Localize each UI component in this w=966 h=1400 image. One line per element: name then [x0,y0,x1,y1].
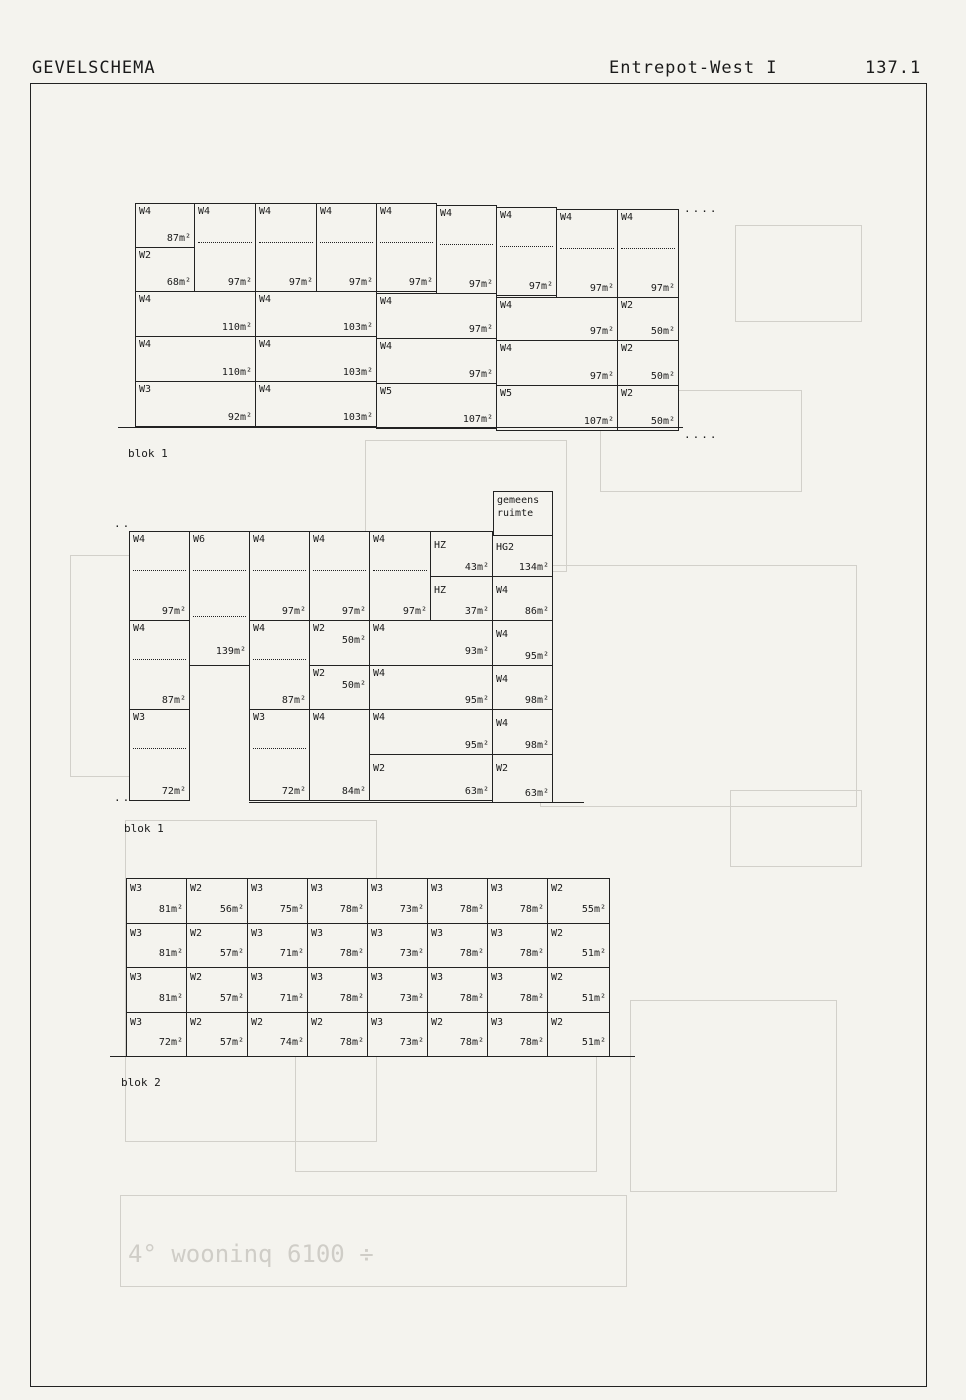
unit-type: W4 [133,534,146,545]
unit-area: 93m² [464,646,489,657]
unit-type: W3 [311,972,324,983]
unit-type: W4 [259,294,272,305]
unit-cell [427,1012,488,1057]
unit-type: W4 [139,206,152,217]
unit-type: W2 [551,883,564,894]
floor-divider [440,244,493,245]
unit-area: 97m² [227,277,252,288]
unit-area: 51m² [581,993,606,1004]
unit-type: gemeens ruimte [497,495,540,519]
unit-type: W3 [130,928,143,939]
unit-type: W2 [551,928,564,939]
unit-type: W2 [190,972,203,983]
unit-area: 97m² [402,606,427,617]
unit-type: W3 [371,972,384,983]
unit-area: 57m² [219,1037,244,1048]
unit-cell [487,1012,548,1057]
unit-type: W6 [193,534,206,545]
unit-type: W3 [251,883,264,894]
unit-cell [309,531,370,621]
unit-cell [249,709,310,801]
unit-type: W3 [311,883,324,894]
unit-cell [255,291,377,337]
ground-line [249,802,584,803]
unit-cell [436,205,497,294]
unit-cell [247,878,308,924]
unit-cell [487,967,548,1013]
unit-cell [369,754,493,801]
unit-area: 81m² [158,948,183,959]
unit-type: W5 [500,388,513,399]
unit-cell [307,878,368,924]
unit-area: 110m² [221,322,252,333]
unit-area: 78m² [459,948,484,959]
unit-type: W3 [251,972,264,983]
unit-area: 97m² [650,283,675,294]
unit-type: W2 [190,883,203,894]
floor-divider [500,246,553,247]
unit-type: W4 [313,712,326,723]
unit-type: W4 [253,623,266,634]
unit-cell [135,291,256,337]
unit-cell [376,338,497,384]
unit-area: 78m² [519,904,544,915]
floor-divider [320,242,373,243]
unit-cell [547,967,610,1013]
unit-area: 63m² [524,788,549,799]
unit-cell [492,754,553,803]
page-number: 137.1 [865,58,922,78]
unit-type: W3 [133,712,146,723]
unit-type: W2 [431,1017,444,1028]
unit-type: W4 [380,206,393,217]
unit-cell [135,336,256,382]
ground-line [110,1056,635,1057]
unit-cell [492,709,553,755]
unit-cell [249,531,310,621]
unit-cell [129,620,190,710]
unit-area: 50m² [341,635,366,646]
unit-cell [376,203,437,292]
unit-type: W4 [500,210,513,221]
unit-type: W4 [253,534,266,545]
unit-cell [309,709,370,801]
unit-cell [126,878,187,924]
unit-cell [194,203,256,292]
unit-cell [135,381,256,427]
unit-type: W2 [621,388,634,399]
unit-cell [547,923,610,968]
unit-cell [249,620,310,710]
unit-area: 103m² [342,412,373,423]
floor-divider [373,570,427,571]
unit-area: 57m² [219,993,244,1004]
unit-type: W3 [130,883,143,894]
unit-area: 37m² [464,606,489,617]
unit-type: W4 [560,212,573,223]
unit-type: W3 [253,712,266,723]
floor-divider [253,570,306,571]
unit-type: W4 [313,534,326,545]
unit-area: 78m² [459,993,484,1004]
unit-type: W4 [259,206,272,217]
unit-area: 78m² [459,904,484,915]
unit-area: 97m² [161,606,186,617]
unit-area: 97m² [408,277,433,288]
unit-cell [186,878,248,924]
floor-divider [193,616,246,617]
unit-cell [189,531,250,666]
unit-type: W2 [621,300,634,311]
unit-cell [547,1012,610,1057]
floor-divider [253,659,306,660]
unit-cell [369,620,493,666]
floor-divider [259,242,313,243]
unit-cell [247,923,308,968]
unit-area: 78m² [519,1037,544,1048]
unit-area: 103m² [342,322,373,333]
unit-area: 97m² [589,326,614,337]
unit-area: 97m² [468,324,493,335]
unit-cell [126,923,187,968]
unit-type: W3 [491,972,504,983]
floor-divider [193,570,246,571]
unit-type: W4 [496,585,509,596]
unit-area: 95m² [524,651,549,662]
unit-area: 78m² [519,993,544,1004]
unit-type: W2 [139,250,152,261]
unit-area: 50m² [650,416,675,427]
unit-area: 98m² [524,740,549,751]
unit-cell [316,203,377,292]
unit-type: W2 [313,623,326,634]
unit-type: W3 [139,384,152,395]
unit-cell [255,381,377,427]
unit-cell [496,207,557,296]
unit-cell [129,709,190,801]
page-title: GEVELSCHEMA [32,58,156,78]
unit-area: 86m² [524,606,549,617]
unit-type: W3 [431,928,444,939]
unit-type: W2 [190,1017,203,1028]
block-label: blok 2 [121,1076,161,1089]
unit-cell [427,923,488,968]
unit-area: 50m² [650,326,675,337]
unit-area: 72m² [281,786,306,797]
unit-area: 73m² [399,904,424,915]
unit-type: W4 [621,212,634,223]
unit-type: W4 [380,341,393,352]
floor-divider [133,748,186,749]
unit-type: W3 [130,1017,143,1028]
unit-type: W3 [251,928,264,939]
unit-area: 97m² [589,371,614,382]
unit-cell [492,576,553,621]
unit-area: 74m² [279,1037,304,1048]
unit-area: 55m² [581,904,606,915]
unit-area: 98m² [524,695,549,706]
unit-cell [427,878,488,924]
unit-type: W2 [621,343,634,354]
unit-area: 68m² [166,277,191,288]
unit-area: 87m² [281,695,306,706]
unit-area: 72m² [158,1037,183,1048]
unit-area: 87m² [161,695,186,706]
unit-type: W2 [373,763,386,774]
unit-cell [186,1012,248,1057]
unit-cell [492,620,553,666]
unit-area: 73m² [399,993,424,1004]
unit-type: W3 [311,928,324,939]
unit-cell [247,1012,308,1057]
unit-type: W3 [491,1017,504,1028]
unit-cell [496,385,618,431]
project-name: Entrepot-West I [609,58,778,78]
floor-divider [198,242,252,243]
ground-line [118,427,683,428]
unit-type: W4 [373,623,386,634]
unit-type: HZ [434,585,447,596]
unit-area: 97m² [468,369,493,380]
unit-type: W5 [380,386,393,397]
unit-area: 73m² [399,1037,424,1048]
unit-type: W2 [190,928,203,939]
unit-cell [376,383,497,429]
unit-area: 57m² [219,948,244,959]
unit-area: 139m² [215,646,246,657]
unit-type: W4 [496,629,509,640]
unit-type: W4 [133,623,146,634]
unit-cell [367,967,428,1013]
unit-cell [126,1012,187,1057]
floor-divider [133,659,186,660]
unit-cell [135,247,195,292]
unit-type: W4 [198,206,211,217]
unit-area: 97m² [468,279,493,290]
unit-area: 103m² [342,367,373,378]
unit-type: W4 [259,339,272,350]
unit-area: 97m² [341,606,366,617]
unit-cell [376,293,497,339]
unit-cell [255,336,377,382]
unit-cell [307,967,368,1013]
unit-area: 84m² [341,786,366,797]
unit-cell [487,923,548,968]
unit-cell [135,203,195,248]
unit-type: W3 [371,883,384,894]
unit-area: 97m² [281,606,306,617]
unit-cell [492,535,553,577]
unit-cell [367,878,428,924]
unit-area: 63m² [464,786,489,797]
unit-type: HG2 [496,542,515,553]
unit-type: W3 [491,928,504,939]
unit-area: 97m² [589,283,614,294]
unit-area: 73m² [399,948,424,959]
unit-type: W3 [431,883,444,894]
unit-cell [617,297,679,341]
unit-cell [186,923,248,968]
unit-type: W4 [320,206,333,217]
unit-type: W4 [496,674,509,685]
continuation-dots: .. [114,517,132,530]
unit-area: 81m² [158,904,183,915]
unit-cell [496,297,618,341]
unit-cell [369,531,431,621]
unit-area: 78m² [339,993,364,1004]
unit-area: 78m² [339,1037,364,1048]
floor-divider [133,570,186,571]
unit-cell [492,665,553,710]
unit-area: 97m² [348,277,373,288]
unit-type: W4 [139,339,152,350]
unit-type: W4 [496,718,509,729]
unit-cell [307,923,368,968]
unit-area: 71m² [279,993,304,1004]
unit-cell [487,878,548,924]
unit-type: W2 [496,763,509,774]
unit-cell [309,665,370,710]
unit-cell [617,340,679,386]
unit-type: W2 [551,972,564,983]
unit-area: 51m² [581,948,606,959]
unit-area: 134m² [518,562,549,573]
unit-cell [427,967,488,1013]
continuation-dots: .. [114,791,132,804]
unit-cell [307,1012,368,1057]
unit-cell [247,967,308,1013]
unit-area: 51m² [581,1037,606,1048]
unit-area: 87m² [166,233,191,244]
unit-cell [617,385,679,431]
unit-area: 78m² [339,904,364,915]
unit-type: W3 [371,1017,384,1028]
unit-area: 97m² [528,281,553,292]
unit-type: W4 [440,208,453,219]
unit-cell [129,531,190,621]
unit-area: 110m² [221,367,252,378]
unit-area: 78m² [339,948,364,959]
unit-type: W4 [500,343,513,354]
unit-area: 95m² [464,740,489,751]
unit-type: W3 [431,972,444,983]
unit-area: 50m² [650,371,675,382]
floor-divider [560,248,614,249]
unit-cell [617,209,679,298]
unit-cell [369,665,493,710]
block-label: blok 1 [124,822,164,835]
unit-area: 72m² [161,786,186,797]
unit-cell [493,491,553,536]
unit-cell [186,967,248,1013]
unit-type: HZ [434,540,447,551]
unit-area: 78m² [519,948,544,959]
unit-type: W4 [373,712,386,723]
continuation-dots: .... [684,428,719,441]
unit-area: 50m² [341,680,366,691]
unit-area: 43m² [464,562,489,573]
unit-type: W2 [251,1017,264,1028]
unit-cell [430,576,493,621]
unit-cell [556,209,618,298]
unit-area: 107m² [462,414,493,425]
unit-cell [255,203,317,292]
unit-type: W3 [130,972,143,983]
floor-divider [313,570,366,571]
unit-type: W4 [139,294,152,305]
unit-type: W4 [259,384,272,395]
unit-type: W4 [373,668,386,679]
unit-area: 97m² [288,277,313,288]
unit-area: 56m² [219,904,244,915]
unit-area: 75m² [279,904,304,915]
unit-cell [547,878,610,924]
unit-type: W3 [491,883,504,894]
unit-area: 107m² [583,416,614,427]
unit-type: W2 [551,1017,564,1028]
block-label: blok 1 [128,447,168,460]
unit-area: 95m² [464,695,489,706]
unit-cell [367,923,428,968]
unit-cell [430,531,493,577]
unit-type: W2 [311,1017,324,1028]
unit-area: 78m² [459,1037,484,1048]
floor-divider [621,248,675,249]
unit-area: 71m² [279,948,304,959]
unit-cell [309,620,370,666]
unit-cell [496,340,618,386]
unit-type: W3 [371,928,384,939]
unit-cell [367,1012,428,1057]
unit-area: 92m² [227,412,252,423]
continuation-dots: .... [684,202,719,215]
floor-divider [380,242,433,243]
floor-divider [253,748,306,749]
unit-area: 81m² [158,993,183,1004]
unit-type: W4 [500,300,513,311]
unit-type: W4 [380,296,393,307]
unit-cell [126,967,187,1013]
unit-cell [369,709,493,755]
unit-type: W2 [313,668,326,679]
unit-type: W4 [373,534,386,545]
